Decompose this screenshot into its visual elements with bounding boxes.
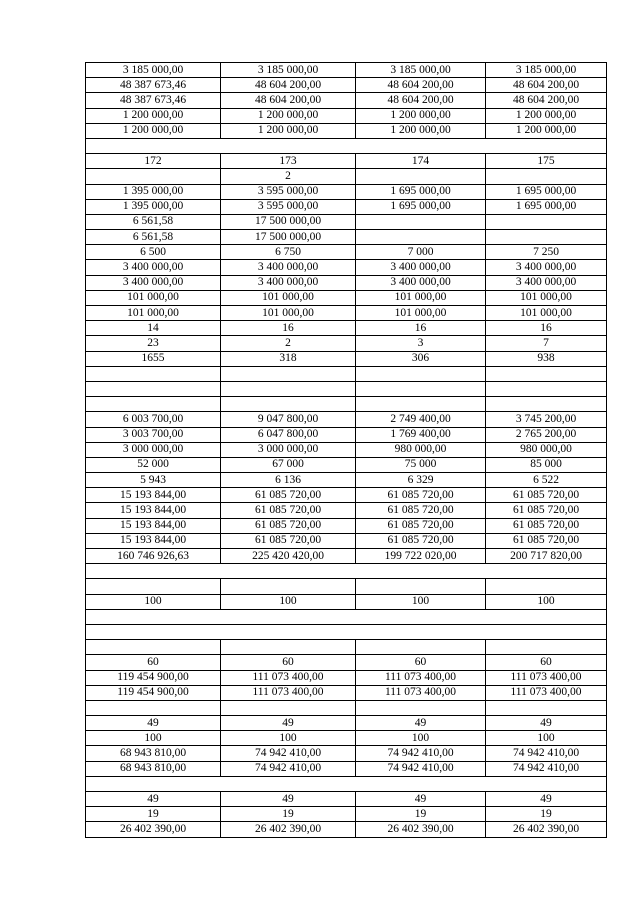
- table-row: [86, 792, 607, 807]
- table-cell: 101 000,00: [86, 290, 221, 305]
- table-cell: 15 193 844,00: [86, 518, 221, 533]
- table-cell: [86, 366, 221, 381]
- table-row: [86, 93, 607, 108]
- table-cell: 48 604 200,00: [486, 78, 607, 93]
- table-cell: 74 942 410,00: [486, 761, 607, 776]
- table-cell: [356, 381, 486, 396]
- table-cell: 101 000,00: [356, 306, 486, 321]
- table-cell: 19: [221, 807, 356, 822]
- table-row: [86, 214, 607, 229]
- table-cell: 48 604 200,00: [356, 93, 486, 108]
- table-cell: 17 500 000,00: [221, 230, 356, 245]
- table-cell: 6 561,58: [86, 214, 221, 229]
- table-cell: 15 193 844,00: [86, 533, 221, 548]
- table-row: [86, 822, 607, 837]
- table-cell: 119 454 900,00: [86, 670, 221, 685]
- merged-empty-cell: [86, 564, 607, 579]
- table-cell: 7 000: [356, 245, 486, 260]
- table-row: [86, 503, 607, 518]
- table-cell: 48 604 200,00: [221, 93, 356, 108]
- table-cell: 101 000,00: [356, 290, 486, 305]
- table-row: [86, 184, 607, 199]
- table-cell: [356, 230, 486, 245]
- table-cell: 1 200 000,00: [356, 108, 486, 123]
- table-cell: 74 942 410,00: [486, 746, 607, 761]
- table-cell: 68 943 810,00: [86, 761, 221, 776]
- table-row: [86, 731, 607, 746]
- table-cell: 3 000 000,00: [221, 442, 356, 457]
- table-cell: 26 402 390,00: [86, 822, 221, 837]
- table-cell: 306: [356, 351, 486, 366]
- table-cell: 7 250: [486, 245, 607, 260]
- table-cell: 100: [221, 731, 356, 746]
- table-body: [86, 63, 607, 838]
- table-row: [86, 336, 607, 351]
- table-row: [86, 306, 607, 321]
- table-row: [86, 564, 607, 579]
- table-cell: 1 695 000,00: [356, 184, 486, 199]
- table-row: [86, 624, 607, 639]
- table-row: [86, 154, 607, 169]
- table-row: [86, 746, 607, 761]
- table-row: [86, 123, 607, 138]
- table-row: [86, 685, 607, 700]
- table-cell: 1 200 000,00: [221, 108, 356, 123]
- table-cell: [221, 700, 356, 715]
- table-cell: 6 750: [221, 245, 356, 260]
- table-cell: [221, 640, 356, 655]
- data-table: [85, 62, 607, 838]
- table-cell: 100: [486, 594, 607, 609]
- table-cell: 1 695 000,00: [486, 184, 607, 199]
- table-cell: 85 000: [486, 457, 607, 472]
- table-row: [86, 138, 607, 153]
- table-cell: 101 000,00: [221, 306, 356, 321]
- table-cell: 52 000: [86, 457, 221, 472]
- table-cell: 100: [356, 594, 486, 609]
- table-row: [86, 700, 607, 715]
- table-cell: 61 085 720,00: [221, 518, 356, 533]
- table-cell: 61 085 720,00: [486, 503, 607, 518]
- table-cell: 16: [221, 321, 356, 336]
- table-cell: 49: [221, 792, 356, 807]
- table-cell: 1 200 000,00: [86, 108, 221, 123]
- table-cell: 3 400 000,00: [356, 275, 486, 290]
- table-cell: 111 073 400,00: [356, 670, 486, 685]
- table-cell: 1 395 000,00: [86, 184, 221, 199]
- merged-empty-cell: [86, 609, 607, 624]
- table-cell: 68 943 810,00: [86, 746, 221, 761]
- table-cell: 49: [356, 716, 486, 731]
- table-cell: [86, 579, 221, 594]
- table-row: [86, 579, 607, 594]
- table-row: [86, 549, 607, 564]
- table-cell: 318: [221, 351, 356, 366]
- table-cell: [356, 640, 486, 655]
- document-page: [85, 62, 606, 838]
- table-cell: 49: [86, 792, 221, 807]
- table-cell: 48 604 200,00: [486, 93, 607, 108]
- table-cell: 2: [221, 169, 356, 184]
- table-cell: 173: [221, 154, 356, 169]
- table-cell: 61 085 720,00: [356, 518, 486, 533]
- table-row: [86, 351, 607, 366]
- table-cell: 938: [486, 351, 607, 366]
- table-cell: [86, 381, 221, 396]
- table-cell: 26 402 390,00: [486, 822, 607, 837]
- table-cell: 15 193 844,00: [86, 503, 221, 518]
- table-cell: 3 400 000,00: [86, 275, 221, 290]
- table-cell: 60: [221, 655, 356, 670]
- table-cell: 111 073 400,00: [221, 685, 356, 700]
- table-row: [86, 533, 607, 548]
- table-cell: 49: [86, 716, 221, 731]
- table-cell: 3 185 000,00: [356, 63, 486, 78]
- table-cell: 48 604 200,00: [221, 78, 356, 93]
- table-row: [86, 594, 607, 609]
- table-cell: 61 085 720,00: [486, 533, 607, 548]
- table-cell: 74 942 410,00: [356, 761, 486, 776]
- table-row: [86, 245, 607, 260]
- table-cell: 60: [86, 655, 221, 670]
- table-cell: 5 943: [86, 473, 221, 488]
- table-row: [86, 275, 607, 290]
- table-cell: 49: [221, 716, 356, 731]
- table-row: [86, 199, 607, 214]
- table-row: [86, 427, 607, 442]
- table-cell: 61 085 720,00: [356, 533, 486, 548]
- table-cell: 14: [86, 321, 221, 336]
- table-cell: 3 400 000,00: [356, 260, 486, 275]
- table-cell: 3 400 000,00: [221, 275, 356, 290]
- table-row: [86, 761, 607, 776]
- merged-empty-cell: [86, 624, 607, 639]
- table-cell: 199 722 020,00: [356, 549, 486, 564]
- table-row: [86, 78, 607, 93]
- table-row: [86, 366, 607, 381]
- table-cell: 3 595 000,00: [221, 199, 356, 214]
- table-cell: 61 085 720,00: [486, 518, 607, 533]
- table-row: [86, 776, 607, 791]
- table-cell: [486, 366, 607, 381]
- table-row: [86, 473, 607, 488]
- table-cell: 3 400 000,00: [86, 260, 221, 275]
- merged-empty-cell: [86, 138, 607, 153]
- table-cell: 49: [486, 792, 607, 807]
- table-cell: 1 200 000,00: [356, 123, 486, 138]
- table-cell: 3 185 000,00: [221, 63, 356, 78]
- table-cell: 61 085 720,00: [356, 503, 486, 518]
- table-cell: 119 454 900,00: [86, 685, 221, 700]
- table-row: [86, 63, 607, 78]
- table-cell: [486, 579, 607, 594]
- table-cell: 3: [356, 336, 486, 351]
- table-cell: [486, 230, 607, 245]
- table-cell: 3 185 000,00: [86, 63, 221, 78]
- table-cell: 172: [86, 154, 221, 169]
- table-cell: 101 000,00: [486, 306, 607, 321]
- table-cell: 1 395 000,00: [86, 199, 221, 214]
- table-cell: 3 185 000,00: [486, 63, 607, 78]
- table-cell: 61 085 720,00: [221, 488, 356, 503]
- table-cell: 7: [486, 336, 607, 351]
- table-cell: [86, 397, 221, 412]
- table-row: [86, 442, 607, 457]
- table-cell: [221, 397, 356, 412]
- table-row: [86, 457, 607, 472]
- table-cell: 100: [356, 731, 486, 746]
- table-cell: 3 000 000,00: [86, 442, 221, 457]
- table-row: [86, 609, 607, 624]
- merged-empty-cell: [86, 776, 607, 791]
- table-cell: 23: [86, 336, 221, 351]
- table-cell: 61 085 720,00: [221, 533, 356, 548]
- table-cell: [356, 397, 486, 412]
- table-cell: 3 745 200,00: [486, 412, 607, 427]
- table-cell: 60: [486, 655, 607, 670]
- table-row: [86, 397, 607, 412]
- table-cell: 980 000,00: [356, 442, 486, 457]
- table-cell: 61 085 720,00: [486, 488, 607, 503]
- table-cell: [356, 214, 486, 229]
- table-cell: 100: [86, 731, 221, 746]
- table-cell: [86, 169, 221, 184]
- table-cell: 2 765 200,00: [486, 427, 607, 442]
- table-cell: 19: [356, 807, 486, 822]
- table-cell: 74 942 410,00: [221, 746, 356, 761]
- table-cell: 200 717 820,00: [486, 549, 607, 564]
- table-cell: 2 749 400,00: [356, 412, 486, 427]
- table-row: [86, 290, 607, 305]
- table-cell: [221, 381, 356, 396]
- table-cell: 1 200 000,00: [486, 108, 607, 123]
- table-cell: 3 400 000,00: [221, 260, 356, 275]
- table-cell: 6 047 800,00: [221, 427, 356, 442]
- table-cell: 3 003 700,00: [86, 427, 221, 442]
- table-cell: 61 085 720,00: [221, 503, 356, 518]
- table-cell: 61 085 720,00: [356, 488, 486, 503]
- table-cell: 74 942 410,00: [221, 761, 356, 776]
- table-cell: 67 000: [221, 457, 356, 472]
- table-cell: 3 400 000,00: [486, 275, 607, 290]
- table-cell: 160 746 926,63: [86, 549, 221, 564]
- table-cell: 6 136: [221, 473, 356, 488]
- table-cell: 225 420 420,00: [221, 549, 356, 564]
- table-row: [86, 412, 607, 427]
- table-row: [86, 108, 607, 123]
- table-cell: 1 695 000,00: [486, 199, 607, 214]
- table-row: [86, 518, 607, 533]
- table-cell: 3 400 000,00: [486, 260, 607, 275]
- table-cell: 1 200 000,00: [486, 123, 607, 138]
- table-row: [86, 640, 607, 655]
- table-cell: 100: [86, 594, 221, 609]
- table-cell: 6 003 700,00: [86, 412, 221, 427]
- table-cell: 101 000,00: [486, 290, 607, 305]
- table-cell: 16: [486, 321, 607, 336]
- table-cell: [86, 640, 221, 655]
- table-cell: [486, 214, 607, 229]
- table-cell: 175: [486, 154, 607, 169]
- table-row: [86, 670, 607, 685]
- table-row: [86, 807, 607, 822]
- table-cell: [356, 366, 486, 381]
- table-cell: 3 595 000,00: [221, 184, 356, 199]
- table-cell: [486, 381, 607, 396]
- table-cell: 6 500: [86, 245, 221, 260]
- table-row: [86, 230, 607, 245]
- table-cell: 1 769 400,00: [356, 427, 486, 442]
- table-row: [86, 655, 607, 670]
- table-cell: 74 942 410,00: [356, 746, 486, 761]
- table-cell: 100: [486, 731, 607, 746]
- table-cell: 6 522: [486, 473, 607, 488]
- table-cell: 48 604 200,00: [356, 78, 486, 93]
- table-cell: 2: [221, 336, 356, 351]
- table-cell: 19: [486, 807, 607, 822]
- table-cell: [221, 579, 356, 594]
- table-row: [86, 260, 607, 275]
- table-cell: 111 073 400,00: [486, 685, 607, 700]
- table-cell: [356, 700, 486, 715]
- table-cell: [486, 640, 607, 655]
- table-cell: 19: [86, 807, 221, 822]
- table-cell: [486, 700, 607, 715]
- table-cell: 111 073 400,00: [356, 685, 486, 700]
- table-cell: [486, 397, 607, 412]
- table-cell: [356, 579, 486, 594]
- table-row: [86, 381, 607, 396]
- table-cell: 9 047 800,00: [221, 412, 356, 427]
- table-cell: 1 200 000,00: [221, 123, 356, 138]
- table-cell: 6 561,58: [86, 230, 221, 245]
- table-cell: [86, 700, 221, 715]
- table-cell: 101 000,00: [221, 290, 356, 305]
- table-row: [86, 488, 607, 503]
- table-cell: 26 402 390,00: [221, 822, 356, 837]
- table-row: [86, 169, 607, 184]
- table-cell: [356, 169, 486, 184]
- table-row: [86, 321, 607, 336]
- table-cell: 1 695 000,00: [356, 199, 486, 214]
- table-cell: 100: [221, 594, 356, 609]
- table-cell: 101 000,00: [86, 306, 221, 321]
- table-cell: 1655: [86, 351, 221, 366]
- table-cell: 60: [356, 655, 486, 670]
- table-cell: 6 329: [356, 473, 486, 488]
- table-cell: 111 073 400,00: [486, 670, 607, 685]
- table-cell: 174: [356, 154, 486, 169]
- table-cell: 48 387 673,46: [86, 93, 221, 108]
- table-cell: 48 387 673,46: [86, 78, 221, 93]
- table-cell: 17 500 000,00: [221, 214, 356, 229]
- table-row: [86, 716, 607, 731]
- table-cell: [221, 366, 356, 381]
- table-cell: 16: [356, 321, 486, 336]
- table-cell: 26 402 390,00: [356, 822, 486, 837]
- table-cell: 49: [486, 716, 607, 731]
- table-cell: 111 073 400,00: [221, 670, 356, 685]
- table-cell: 15 193 844,00: [86, 488, 221, 503]
- table-cell: 75 000: [356, 457, 486, 472]
- table-cell: [486, 169, 607, 184]
- table-cell: 980 000,00: [486, 442, 607, 457]
- table-cell: 1 200 000,00: [86, 123, 221, 138]
- table-cell: 49: [356, 792, 486, 807]
